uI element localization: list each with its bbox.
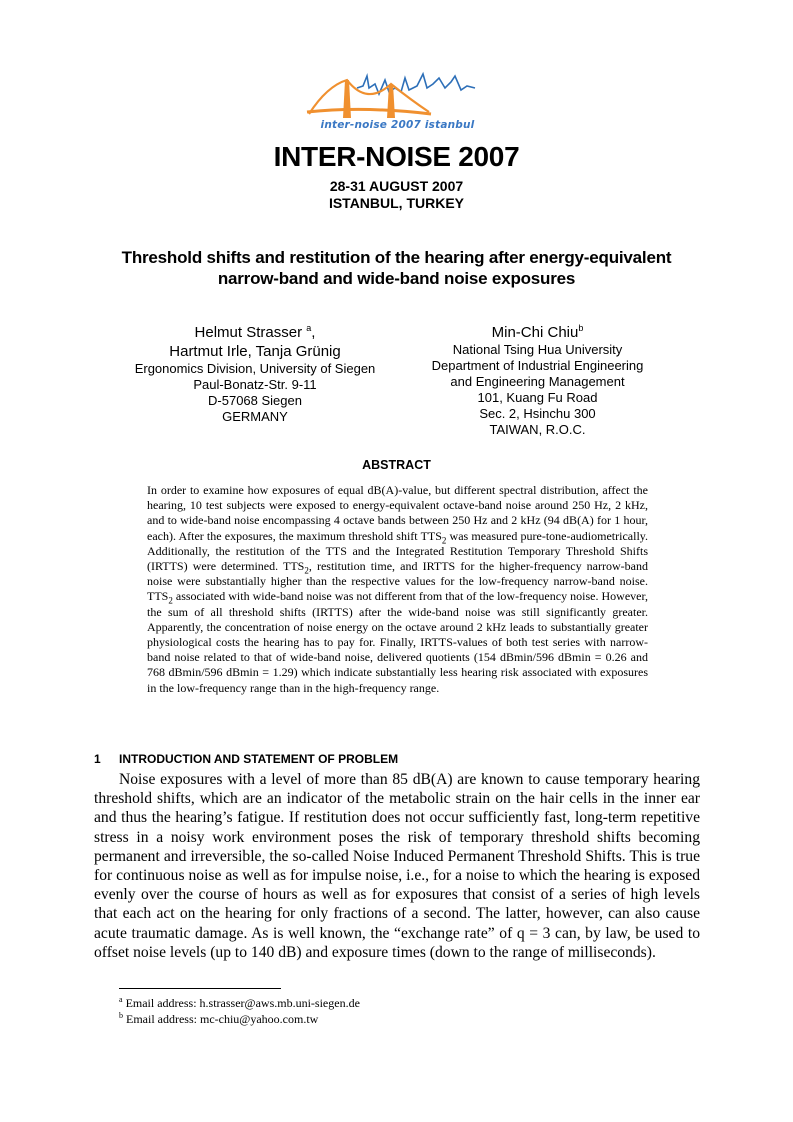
section-heading <box>94 752 398 766</box>
author-affiliation-line: 101, Kuang Fu Road <box>477 390 598 405</box>
author-affiliation-line: and Engineering Management <box>450 374 625 389</box>
author-affiliation-line: D-57068 Siegen <box>208 393 302 408</box>
author-affiliation-line: Ergonomics Division, University of Siegen <box>134 361 376 376</box>
author-block-left <box>110 323 400 425</box>
author-affiliation-line: National Tsing Hua University <box>452 342 623 357</box>
author-affiliation-line: TAIWAN, R.O.C. <box>489 422 586 437</box>
footnote-divider <box>119 988 281 989</box>
abstract-text: In order to examine how exposures of equal dB(A)-value, but different spectral distribution, affect the hearing, 10 test subjects were exposed to energy-equivalent octave-band noise around 250 Hz, 2 kHz, and to wide-band noise encompassing 4 octave bands between 250 Hz and 2 kHz (94 dB(A) for 1 hour, each). After the exposures, the maximum threshold shift $TTS_2$ was measured pure-tone-audiometrically. Additionally, the restitution of the TTS and the Integrated Restitution Temporary Threshold Shifts (IRTTS) were determined. $TTS_2$, restitution time, and IRTTS for the higher-frequency narrow-band noise were substantially higher than the respective values for the low-frequency narrow-band noise. $TTS_2$ associated with wide-band noise was not different from that of the low-frequency noise. However, the sum of all threshold shifts (IRTTS) after the wide-band noise was still significantly greater. Apparently, the concentration of noise energy on the octave around 2 kHz leads to substantially greater physiological costs the hearing has to pay for. Finally, IRTTS-values of both test series with narrow-band noise related to that of wide-band noise, delivered quotients (154 dBmin/596 dBmin = 0.26 and 768 dBmin/596 dBmin = 1.29) which indicate substantially less hearing risk associated with exposures in the low-frequency range than in the high-frequency range. <box>147 483 648 695</box>
paper-title <box>80 247 713 289</box>
author-block-right <box>400 323 675 438</box>
conference-title: INTER-NOISE 2007 <box>273 141 520 172</box>
author-affiliation-line: GERMANY <box>222 409 288 424</box>
author-name: Helmut Strasser $^a$, <box>194 323 316 341</box>
author-name: Min-Chi Chiu$^b$ <box>491 323 584 341</box>
author-affiliation-line: Sec. 2, Hsinchu 300 <box>479 406 596 421</box>
paper-title-line: Threshold shifts and restitution of the hearing after energy-equivalent <box>121 248 672 267</box>
footnote: $^b$ Email address: mc-chiu@yahoo.com.tw <box>119 1011 319 1026</box>
abstract-heading: ABSTRACT <box>362 458 431 472</box>
author-name: Hartmut Irle, Tanja Grünig <box>169 343 341 360</box>
author-affiliation-line: Paul-Bonatz-Str. 9-11 <box>193 377 317 392</box>
footnote: $^a$ Email address: h.strasser@aws.mb.uni-siegen.de <box>119 995 360 1010</box>
author-footnote-mark: a <box>306 323 312 333</box>
conference-location: ISTANBUL, TURKEY <box>328 195 465 211</box>
paper-title-line: narrow-band and wide-band noise exposures <box>217 269 576 288</box>
section-number: 1 <box>94 752 101 766</box>
body-paragraph: Noise exposures with a level of more than 85 dB(A) are known to cause temporary hearing threshold shifts, which are an indicator of the metabolic strain on the hair cells in the inner ear and thus the hearing’s fatigue. If restitution does not occur sufficiently fast, long-term repetitive stress in a noisy work environment poses the risk of temporary threshold shifts becoming permanent and irreversible, the so-called Noise Induced Permanent Threshold Shifts. This is true for continuous noise as well as for impulse noise, i.e., for a noise to which the hearing is exposed evenly over the course of hours as well as for exposures that consist of a series of high levels that each act on the hearing for only fractions of a second. The latter, however, can also cause acute traumatic damage. As is well known, the “exchange rate” of q = 3 can, by law, be used to offset noise levels (up to 140 dB) and exposure times (down to the range of milliseconds). <box>94 771 700 961</box>
author-footnote-mark: b <box>578 323 584 333</box>
conference-dates: 28-31 AUGUST 2007 <box>329 178 464 194</box>
section-title: INTRODUCTION AND STATEMENT OF PROBLEM <box>119 752 399 766</box>
author-affiliation-line: Department of Industrial Engineering <box>431 358 644 373</box>
logo-wordmark: inter-noise 2007 istanbul <box>320 119 475 131</box>
